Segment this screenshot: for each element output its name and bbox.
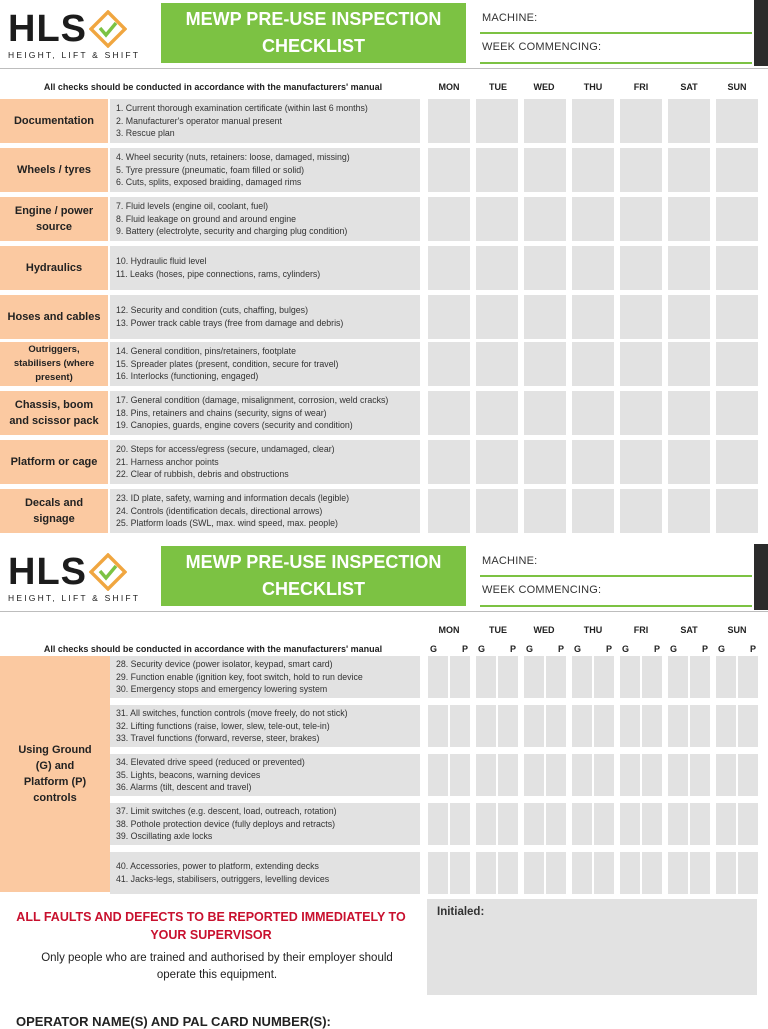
check-cell-sat[interactable] [668, 342, 710, 386]
checklist-item: 9. Battery (electrolyte, security and charging plug condition) [116, 226, 348, 237]
check-cell-sun[interactable] [716, 489, 758, 533]
ground-check-cell-sat[interactable] [668, 656, 688, 698]
fault-notice: ALL FAULTS AND DEFECTS TO BE REPORTED IMMEDIATELY TO YOUR SUPERVISOR [16, 910, 406, 942]
platform-check-cell-sun[interactable] [738, 705, 758, 747]
check-cell-wed[interactable] [524, 489, 566, 533]
check-cell-sat[interactable] [668, 295, 710, 339]
ground-check-cell-wed[interactable] [524, 852, 544, 894]
platform-check-cell-wed[interactable] [546, 705, 566, 747]
day-header-tue: TUE [489, 82, 507, 92]
checklist-item: 25. Platform loads (SWL, max. wind speed, max. people) [116, 518, 338, 529]
checklist-title-2 [161, 546, 466, 606]
machine-label: MACHINE: [482, 12, 538, 24]
check-cell-sat[interactable] [668, 197, 710, 241]
initialed-label: Initialed: [437, 906, 485, 918]
day-header-thu: THU [583, 625, 603, 635]
ground-check-cell-thu[interactable] [572, 803, 592, 845]
checklist-item: 21. Harness anchor points [116, 456, 219, 467]
ground-check-cell-thu[interactable] [572, 852, 592, 894]
check-cell-mon[interactable] [428, 246, 470, 290]
checklist-item: 34. Elevated drive speed (reduced or prevented) [116, 757, 305, 768]
checklist-items [110, 440, 420, 484]
checklist-item: 36. Alarms (tilt, descent and travel) [116, 782, 252, 793]
ground-check-cell-mon[interactable] [428, 754, 448, 796]
day-header-tue: TUE [489, 625, 507, 635]
ground-column-label: G [478, 644, 486, 654]
platform-column-label: P [510, 644, 517, 654]
checklist-item: 39. Oscillating axle locks [116, 831, 213, 842]
platform-check-cell-fri[interactable] [642, 852, 662, 894]
ground-check-cell-mon[interactable] [428, 705, 448, 747]
ground-check-cell-tue[interactable] [476, 705, 496, 747]
ground-check-cell-tue[interactable] [476, 852, 496, 894]
checklist-item: 41. Jacks-legs, stabilisers, outriggers, levelling devices [116, 874, 330, 884]
ground-check-cell-fri[interactable] [620, 803, 640, 845]
platform-check-cell-sun[interactable] [738, 754, 758, 796]
ground-check-cell-fri[interactable] [620, 852, 640, 894]
ground-check-cell-wed[interactable] [524, 656, 544, 698]
check-cell-wed[interactable] [524, 342, 566, 386]
ground-check-cell-sat[interactable] [668, 754, 688, 796]
check-cell-sat[interactable] [668, 148, 710, 192]
diamond-logo-icon [89, 10, 127, 48]
checklist-item: 24. Controls (identification decals, directional arrows) [116, 505, 323, 516]
check-cell-thu[interactable] [572, 148, 614, 192]
checklist-items [110, 754, 420, 796]
ground-column-label: G [574, 644, 582, 654]
category-hydraulics: Hydraulics [0, 246, 108, 290]
platform-check-cell-thu[interactable] [594, 656, 614, 698]
company-logo [8, 10, 140, 60]
platform-check-cell-sat[interactable] [690, 656, 710, 698]
category-platform-or-cage: Platform or cage [0, 440, 108, 484]
operator-heading: OPERATOR NAME(S) AND PAL CARD NUMBER(S): [16, 1014, 331, 1029]
check-cell-fri[interactable] [620, 489, 662, 533]
checklist-item: 4. Wheel security (nuts, retainers: loose, damaged, missing) [116, 152, 350, 163]
platform-column-label: P [606, 644, 613, 654]
platform-check-cell-thu[interactable] [594, 754, 614, 796]
checklist-item: 11. Leaks (hoses, pipe connections, rams, cylinders) [116, 269, 321, 279]
check-cell-fri[interactable] [620, 391, 662, 435]
platform-check-cell-thu[interactable] [594, 705, 614, 747]
check-cell-thu[interactable] [572, 197, 614, 241]
edge-bar-2 [754, 544, 768, 610]
check-cell-thu[interactable] [572, 440, 614, 484]
platform-check-cell-sun[interactable] [738, 803, 758, 845]
check-cell-mon[interactable] [428, 99, 470, 143]
checklist-item: 33. Travel functions (forward, reverse, steer, brakes) [116, 733, 320, 744]
platform-check-cell-sat[interactable] [690, 754, 710, 796]
check-cell-sun[interactable] [716, 295, 758, 339]
category-hoses-and-cables: Hoses and cables [0, 295, 108, 339]
check-cell-tue[interactable] [476, 440, 518, 484]
checklist-item: 18. Pins, retainers and chains (security, signs of wear) [116, 407, 327, 418]
check-cell-tue[interactable] [476, 197, 518, 241]
checklist-item: 19. Canopies, guards, engine covers (security and condition) [116, 420, 353, 431]
day-header-fri: FRI [633, 82, 649, 92]
ground-column-label: G [430, 644, 438, 654]
platform-check-cell-mon[interactable] [450, 852, 470, 894]
platform-check-cell-wed[interactable] [546, 656, 566, 698]
checklist-item: 20. Steps for access/egress (secure, undamaged, clear) [116, 444, 335, 455]
checklist-items [110, 342, 420, 386]
ground-check-cell-wed[interactable] [524, 803, 544, 845]
day-header-wed: WED [533, 625, 555, 635]
platform-check-cell-sat[interactable] [690, 705, 710, 747]
checklist-item: 2. Manufacturer's operator manual present [116, 115, 282, 126]
check-cell-wed[interactable] [524, 246, 566, 290]
day-header-mon: MON [438, 82, 460, 92]
ground-column-label: G [526, 644, 534, 654]
checklist-items [110, 656, 420, 698]
day-header-wed: WED [533, 82, 555, 92]
checklist-item: 5. Tyre pressure (pneumatic, foam filled or solid) [116, 164, 305, 175]
check-cell-wed[interactable] [524, 295, 566, 339]
checklist-item: 31. All switches, function controls (move freely, do not stick) [116, 708, 348, 719]
check-cell-thu[interactable] [572, 489, 614, 533]
company-logo-2 [8, 553, 140, 603]
check-cell-tue[interactable] [476, 489, 518, 533]
check-cell-fri[interactable] [620, 197, 662, 241]
category-engine-power-source: Engine / power source [0, 197, 108, 241]
check-cell-sat[interactable] [668, 489, 710, 533]
platform-check-cell-fri[interactable] [642, 705, 662, 747]
platform-check-cell-sun[interactable] [738, 656, 758, 698]
checklist-item: 8. Fluid leakage on ground and around engine [116, 213, 296, 224]
platform-check-cell-fri[interactable] [642, 803, 662, 845]
category-documentation: Documentation [0, 99, 108, 143]
checklist-item: 13. Power track cable trays (free from damage and debris) [116, 318, 344, 328]
platform-check-cell-mon[interactable] [450, 656, 470, 698]
platform-check-cell-sun[interactable] [738, 852, 758, 894]
check-cell-sun[interactable] [716, 440, 758, 484]
checklist-items [110, 99, 420, 143]
ground-check-cell-sun[interactable] [716, 852, 736, 894]
diamond-logo-icon [89, 553, 127, 591]
platform-check-cell-mon[interactable] [450, 705, 470, 747]
checklist-items [110, 852, 420, 894]
checklist-item: 29. Function enable (ignition key, foot switch, hold to run device [116, 671, 363, 682]
logo-tagline: HEIGHT, LIFT & SHIFT [8, 50, 141, 60]
ground-check-cell-fri[interactable] [620, 754, 640, 796]
check-cell-sat[interactable] [668, 440, 710, 484]
category-ground-platform-controls: Using Ground (G) and Platform (P) controls [0, 656, 110, 892]
checklist-item: 14. General condition, pins/retainers, footplate [116, 346, 296, 357]
day-header-thu: THU [583, 82, 603, 92]
platform-column-label: P [702, 644, 709, 654]
ground-column-label: G [718, 644, 726, 654]
checklist-item: 32. Lifting functions (raise, lower, slew, tele-out, tele-in) [116, 720, 330, 731]
checklist-items [110, 489, 420, 533]
title-line-2: CHECKLIST [262, 579, 365, 599]
checklist-items [110, 197, 420, 241]
checklist-item: 1. Current thorough examination certificate (within last 6 months) [116, 103, 368, 114]
checklist-item: 16. Interlocks (functioning, engaged) [116, 371, 259, 382]
checklist-item: 3. Rescue plan [116, 128, 175, 139]
check-cell-mon[interactable] [428, 197, 470, 241]
checklist-item: 22. Clear of rubbish, debris and obstructions [116, 469, 289, 480]
check-cell-sat[interactable] [668, 246, 710, 290]
logo-wordmark-2: HLS [8, 551, 87, 593]
checklist-item: 37. Limit switches (e.g. descent, load, outreach, rotation) [116, 806, 337, 817]
day-header-mon: MON [438, 625, 460, 635]
header-divider-2 [0, 611, 768, 612]
day-header-sun: SUN [727, 625, 747, 635]
checklist-item: 35. Lights, beacons, warning devices [116, 769, 261, 780]
ground-check-cell-tue[interactable] [476, 754, 496, 796]
check-cell-tue[interactable] [476, 148, 518, 192]
check-cell-mon[interactable] [428, 440, 470, 484]
checklist-item: 17. General condition (damage, misalignment, corrosion, weld cracks) [116, 395, 389, 406]
check-cell-sat[interactable] [668, 99, 710, 143]
check-cell-mon[interactable] [428, 489, 470, 533]
ground-check-cell-sat[interactable] [668, 705, 688, 747]
platform-check-cell-sat[interactable] [690, 852, 710, 894]
check-cell-thu[interactable] [572, 295, 614, 339]
ground-check-cell-thu[interactable] [572, 705, 592, 747]
checklist-item: 30. Emergency stops and emergency lowering system [116, 684, 328, 695]
checklist-item: 40. Accessories, power to platform, extending decks [116, 861, 319, 872]
ground-check-cell-thu[interactable] [572, 656, 592, 698]
category-decals-and-signage: Decals and signage [0, 489, 108, 533]
ground-check-cell-sun[interactable] [716, 803, 736, 845]
check-cell-mon[interactable] [428, 342, 470, 386]
checklist-title [161, 3, 466, 63]
checklist-item: 15. Spreader plates (present, condition, secure for travel) [116, 358, 339, 369]
check-cell-mon[interactable] [428, 148, 470, 192]
training-note: Only people who are trained and authorised by their employer should operate this equipment. [41, 952, 393, 981]
platform-check-cell-tue[interactable] [498, 754, 518, 796]
check-cell-fri[interactable] [620, 342, 662, 386]
checklist-items [110, 148, 420, 192]
platform-column-label: P [558, 644, 565, 654]
checklist-items [110, 295, 420, 339]
day-header-sun: SUN [727, 82, 747, 92]
platform-check-cell-tue[interactable] [498, 852, 518, 894]
check-cell-sun[interactable] [716, 197, 758, 241]
platform-check-cell-fri[interactable] [642, 656, 662, 698]
week-commencing-label-2: WEEK COMMENCING: [482, 584, 602, 596]
ground-check-cell-thu[interactable] [572, 754, 592, 796]
platform-check-cell-mon[interactable] [450, 803, 470, 845]
platform-column-label: P [654, 644, 661, 654]
week-field-line[interactable] [480, 62, 752, 64]
day-header-sat: SAT [680, 625, 698, 635]
check-cell-tue[interactable] [476, 99, 518, 143]
check-cell-thu[interactable] [572, 342, 614, 386]
check-cell-tue[interactable] [476, 246, 518, 290]
ground-column-label: G [670, 644, 678, 654]
week-field-line-2[interactable] [480, 605, 752, 607]
check-cell-mon[interactable] [428, 391, 470, 435]
platform-column-label: P [462, 644, 469, 654]
machine-field-line-2[interactable] [480, 575, 752, 577]
ground-check-cell-mon[interactable] [428, 656, 448, 698]
check-cell-wed[interactable] [524, 148, 566, 192]
category-wheels-tyres: Wheels / tyres [0, 148, 108, 192]
platform-check-cell-wed[interactable] [546, 852, 566, 894]
checklist-item: 12. Security and condition (cuts, chaffing, bulges) [116, 305, 309, 316]
ground-check-cell-tue[interactable] [476, 803, 496, 845]
ground-check-cell-sun[interactable] [716, 656, 736, 698]
platform-check-cell-tue[interactable] [498, 656, 518, 698]
machine-field-line[interactable] [480, 32, 752, 34]
check-cell-fri[interactable] [620, 246, 662, 290]
check-cell-wed[interactable] [524, 99, 566, 143]
platform-check-cell-tue[interactable] [498, 803, 518, 845]
ground-check-cell-sun[interactable] [716, 705, 736, 747]
check-cell-thu[interactable] [572, 99, 614, 143]
checklist-items [110, 705, 420, 747]
check-cell-tue[interactable] [476, 391, 518, 435]
edge-bar [754, 0, 768, 66]
week-commencing-label: WEEK COMMENCING: [482, 41, 602, 53]
checklist-item: 23. ID plate, safety, warning and information decals (legible) [116, 493, 350, 504]
platform-check-cell-thu[interactable] [594, 852, 614, 894]
checklist-item: 6. Cuts, splits, exposed braiding, damaged rims [116, 177, 302, 188]
platform-check-cell-tue[interactable] [498, 705, 518, 747]
checklist-item: 38. Pothole protection device (fully deploys and retracts) [116, 818, 336, 829]
ground-check-cell-mon[interactable] [428, 852, 448, 894]
ground-check-cell-sat[interactable] [668, 852, 688, 894]
check-cell-mon[interactable] [428, 295, 470, 339]
title-line-2: CHECKLIST [262, 36, 365, 56]
platform-check-cell-mon[interactable] [450, 754, 470, 796]
platform-check-cell-sat[interactable] [690, 803, 710, 845]
check-cell-sun[interactable] [716, 246, 758, 290]
check-cell-sun[interactable] [716, 99, 758, 143]
checklist-items [110, 803, 420, 845]
checklist-item: 10. Hydraulic fluid level [116, 256, 207, 267]
machine-label-2: MACHINE: [482, 555, 538, 567]
check-cell-tue[interactable] [476, 342, 518, 386]
ground-check-cell-sun[interactable] [716, 754, 736, 796]
category-chassis-boom-and-scissor-pack: Chassis, boom and scissor pack [0, 391, 108, 435]
check-cell-fri[interactable] [620, 99, 662, 143]
header-divider [0, 68, 768, 69]
checklist-items [110, 246, 420, 290]
check-cell-wed[interactable] [524, 197, 566, 241]
check-cell-thu[interactable] [572, 246, 614, 290]
ground-check-cell-sat[interactable] [668, 803, 688, 845]
day-header-sat: SAT [680, 82, 698, 92]
check-cell-sun[interactable] [716, 342, 758, 386]
platform-check-cell-wed[interactable] [546, 803, 566, 845]
checklist-items [110, 391, 420, 435]
checklist-item: 7. Fluid levels (engine oil, coolant, fuel) [116, 201, 269, 212]
logo-wordmark: HLS [8, 8, 87, 50]
check-cell-fri[interactable] [620, 295, 662, 339]
check-cell-wed[interactable] [524, 391, 566, 435]
day-header-fri: FRI [633, 625, 649, 635]
ground-check-cell-fri[interactable] [620, 705, 640, 747]
platform-check-cell-fri[interactable] [642, 754, 662, 796]
instruction-text-2: All checks should be conducted in accordance with the manufacturers' manual [43, 644, 383, 654]
check-cell-tue[interactable] [476, 295, 518, 339]
ground-check-cell-mon[interactable] [428, 803, 448, 845]
category-outriggers-stabilisers-where-present: Outriggers, stabilisers (where present) [0, 342, 108, 386]
ground-check-cell-fri[interactable] [620, 656, 640, 698]
platform-column-label: P [750, 644, 757, 654]
ground-column-label: G [622, 644, 630, 654]
logo-tagline-2: HEIGHT, LIFT & SHIFT [8, 593, 141, 603]
platform-check-cell-thu[interactable] [594, 803, 614, 845]
ground-check-cell-wed[interactable] [524, 754, 544, 796]
check-cell-fri[interactable] [620, 440, 662, 484]
checklist-item: 28. Security device (power isolator, keypad, smart card) [116, 659, 333, 670]
check-cell-thu[interactable] [572, 391, 614, 435]
ground-check-cell-wed[interactable] [524, 705, 544, 747]
check-cell-sat[interactable] [668, 391, 710, 435]
platform-check-cell-wed[interactable] [546, 754, 566, 796]
check-cell-sun[interactable] [716, 148, 758, 192]
ground-check-cell-tue[interactable] [476, 656, 496, 698]
check-cell-sun[interactable] [716, 391, 758, 435]
title-line-1: MEWP PRE-USE INSPECTION [185, 9, 442, 29]
instruction-text: All checks should be conducted in accordance with the manufacturers' manual [43, 82, 383, 92]
check-cell-wed[interactable] [524, 440, 566, 484]
title-line-1: MEWP PRE-USE INSPECTION [185, 552, 442, 572]
check-cell-fri[interactable] [620, 148, 662, 192]
